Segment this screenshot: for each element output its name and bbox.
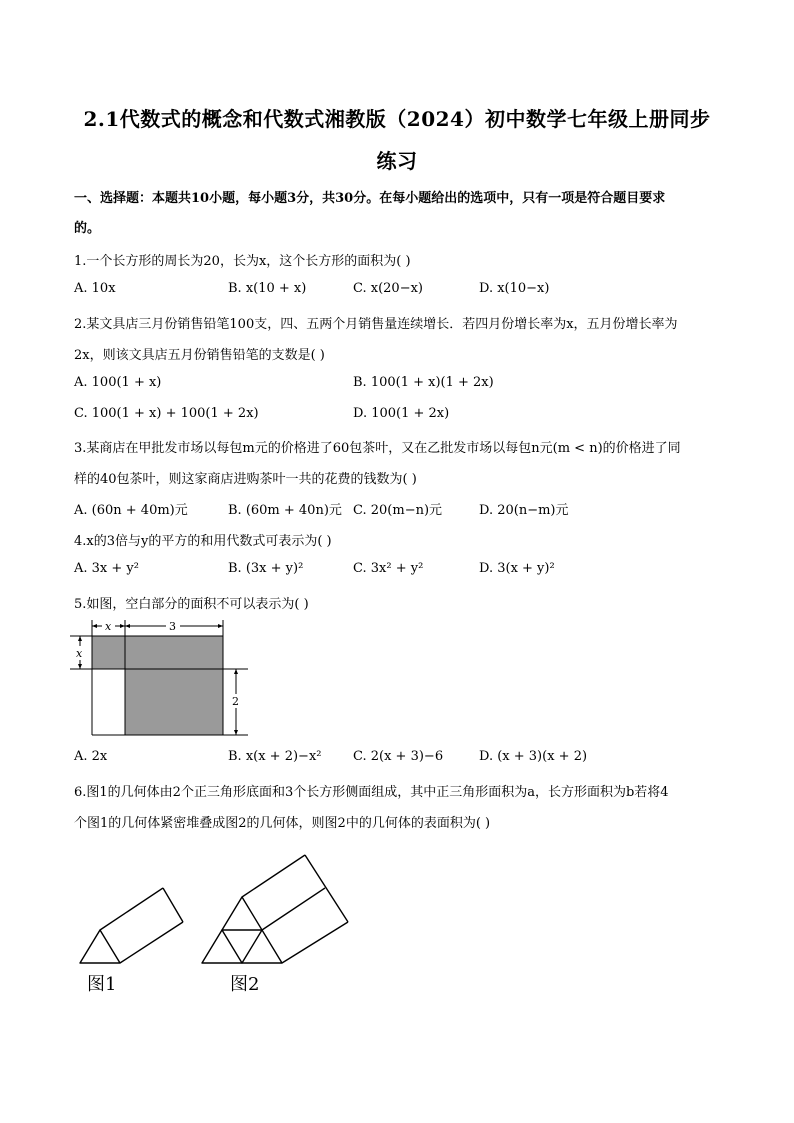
question-6-stem-line1: 6.图1的几何体由2个正三角形底面和3个长方形侧面组成，其中正三角形面积为a，长方形面积为b若将4 xyxy=(74,785,669,800)
question-5-option-b: B. x(x + 2)−x² xyxy=(228,749,322,764)
question-1-option-a: A. 10x xyxy=(74,281,116,296)
question-1-option-b: B. x(10 + x) xyxy=(228,281,307,296)
question-5-option-c: C. 2(x + 3)−6 xyxy=(353,749,444,764)
question-1-stem: 1.一个长方形的周长为20，长为x，这个长方形的面积为( ) xyxy=(74,254,411,269)
question-4-option-a: A. 3x + y² xyxy=(74,561,139,576)
question-5-option-a: A. 2x xyxy=(74,749,108,764)
question-4-option-c: C. 3x² + y² xyxy=(353,561,424,576)
question-2-option-a: A. 100(1 + x) xyxy=(74,375,162,390)
question-2-stem-line1: 2.某文具店三月份销售铅笔100支，四、五两个月销售量连续增长．若四月份增长率为x，五月份增长率为 xyxy=(74,317,678,332)
question-3-option-b: B. (60m + 40n)元 xyxy=(228,503,342,518)
prism-figure-1 xyxy=(80,888,183,963)
question-4-option-d: D. 3(x + y)² xyxy=(479,561,555,576)
figure5-label-x-top: x xyxy=(105,620,112,633)
question-2-option-c: C. 100(1 + x) + 100(1 + 2x) xyxy=(74,406,259,421)
question-3-stem-line2: 样的40包茶叶，则这家商店进购茶叶一共的花费的钱数为( ) xyxy=(74,472,417,487)
question-5-figure xyxy=(70,618,255,740)
figure6-label-fig1: 图1 xyxy=(87,974,117,995)
question-2-stem-line2: 2x，则该文具店五月份销售铅笔的支数是( ) xyxy=(74,348,325,363)
figure5-label-3: 3 xyxy=(169,620,176,633)
question-3-option-a: A. (60n + 40m)元 xyxy=(74,503,188,518)
question-2-option-b: B. 100(1 + x)(1 + 2x) xyxy=(353,375,494,390)
question-5-stem: 5.如图，空白部分的面积不可以表示为( ) xyxy=(74,597,309,612)
section-header-line1: 一、选择题：本题共10小题，每小题3分，共30分。在每小题给出的选项中，只有一项是符合题目要求 xyxy=(74,191,666,206)
shaded-top-rect xyxy=(125,636,223,669)
question-3-option-d: D. 20(n−m)元 xyxy=(479,503,569,518)
figure5-label-2: 2 xyxy=(232,695,239,708)
question-1-option-d: D. x(10−x) xyxy=(479,281,550,296)
question-1-option-c: C. x(20−x) xyxy=(353,281,423,296)
question-4-option-b: B. (3x + y)² xyxy=(228,561,304,576)
question-5-option-d: D. (x + 3)(x + 2) xyxy=(479,749,588,764)
page-title-line1: 2.1代数式的概念和代数式湘教版（2024）初中数学七年级上册同步 xyxy=(83,107,711,131)
shaded-bottom-rect xyxy=(125,669,223,735)
figure6-label-fig2: 图2 xyxy=(230,974,260,995)
question-2-option-d: D. 100(1 + 2x) xyxy=(353,406,450,421)
question-6-stem-line2: 个图1的几何体紧密堆叠成图2的几何体，则图2中的几何体的表面积为( ) xyxy=(74,816,491,831)
page-title-line2: 练习 xyxy=(376,149,418,173)
figure5-label-x-left: x xyxy=(76,647,83,660)
section-header-line2: 的。 xyxy=(74,221,101,236)
question-4-stem: 4.x的3倍与y的平方的和用代数式可表示为( ) xyxy=(74,534,332,549)
question-6-figure xyxy=(75,850,360,1000)
question-3-option-c: C. 20(m−n)元 xyxy=(353,503,443,518)
prism-figure-2 xyxy=(202,855,348,963)
shaded-square xyxy=(92,636,125,669)
question-3-stem-line1: 3.某商店在甲批发市场以每包m元的价格进了60包茶叶，又在乙批发市场以每包n元(m < n)的价格进了同 xyxy=(74,441,681,456)
